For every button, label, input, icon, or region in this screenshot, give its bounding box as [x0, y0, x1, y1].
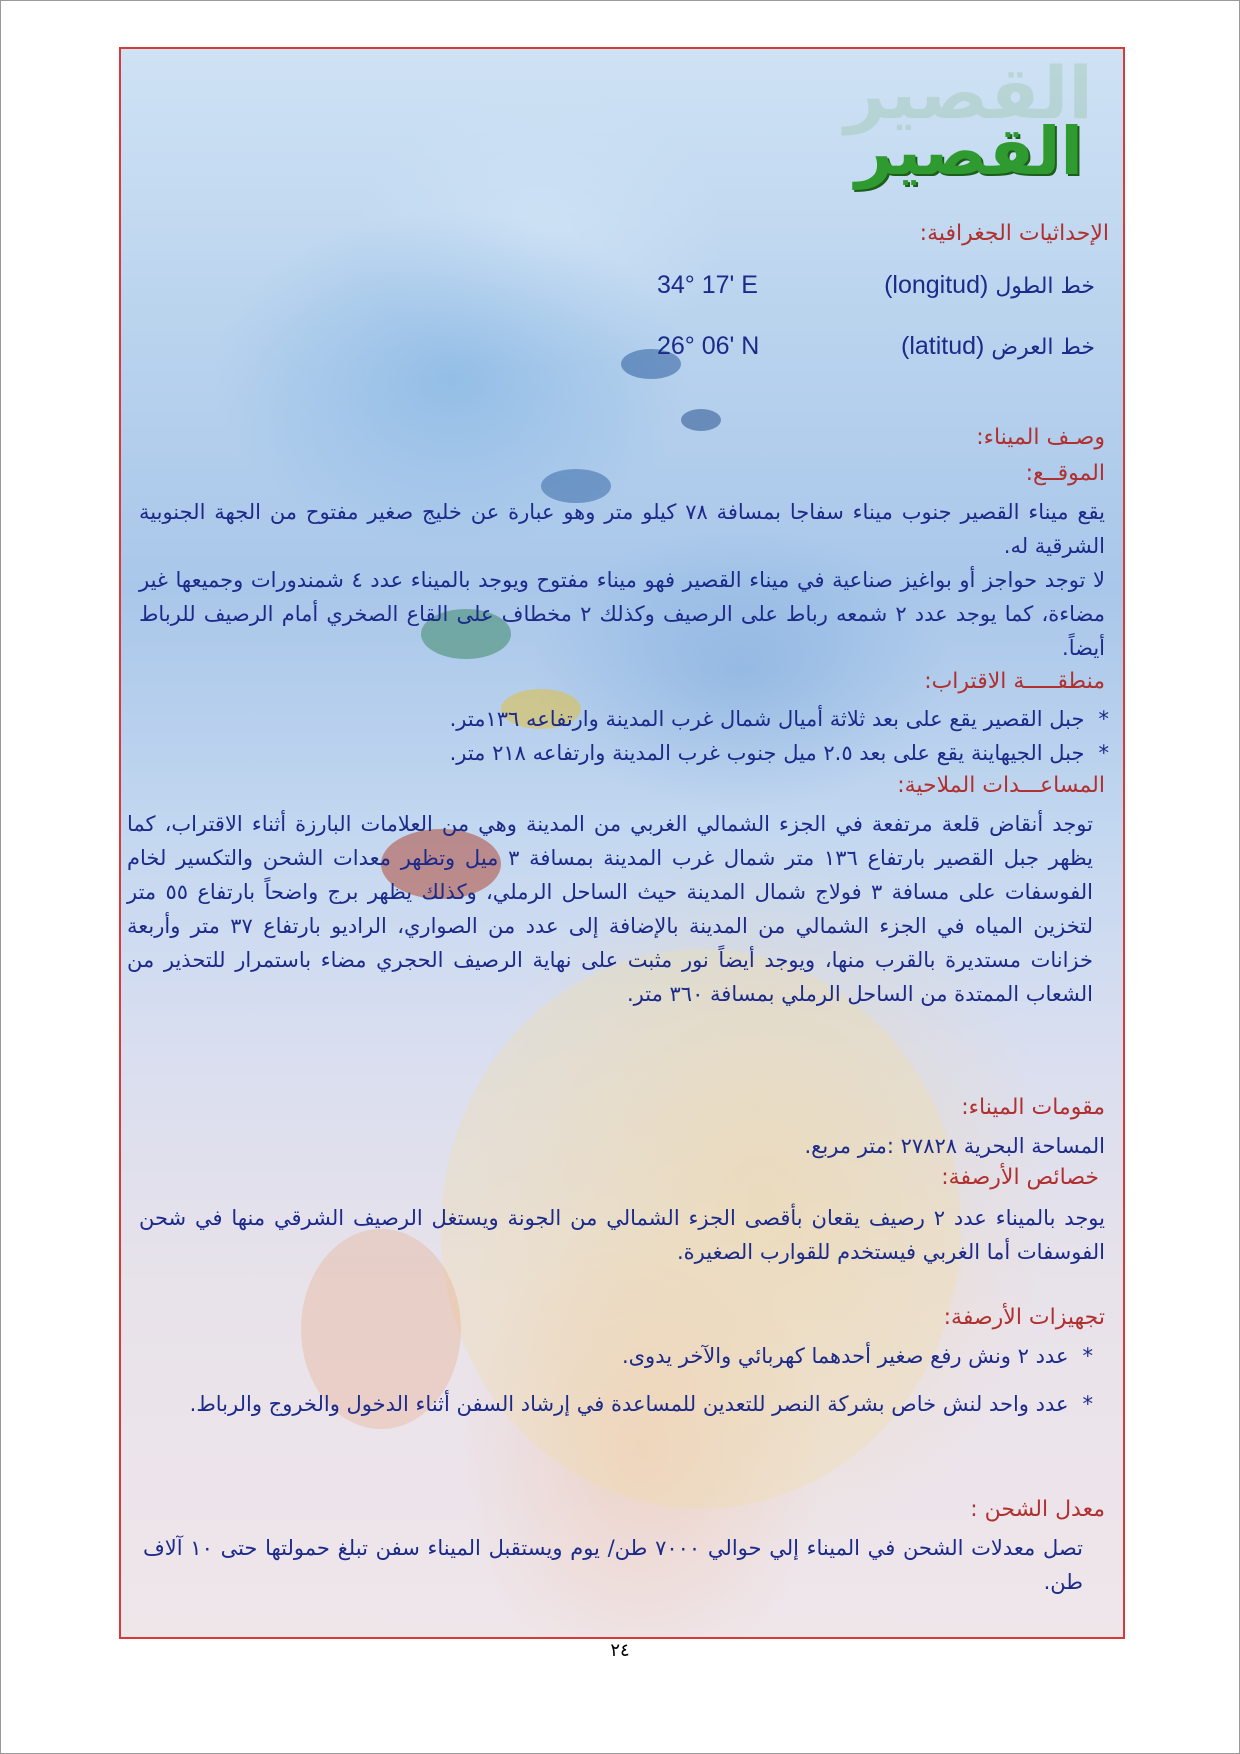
- equipment-item-2: [123, 1387, 1093, 1421]
- background-fish-shape: [681, 409, 721, 431]
- longitude-label: [884, 271, 1095, 300]
- longitude-label-latin: (longitud): [884, 271, 989, 299]
- bullet-star-icon: *: [1082, 1344, 1093, 1368]
- loading-rate-heading: معدل الشحن :: [970, 1497, 1105, 1522]
- coordinates-heading: الإحداثيات الجغرافية:: [919, 221, 1109, 246]
- approach-heading: منطقـــــة الاقتراب:: [924, 669, 1105, 694]
- location-paragraph-1: يقع ميناء القصير جنوب ميناء سفاجا بمسافة ٧٨ كيلو متر وهو عبارة عن خليج صغير مفتوح من الجهة الجنوبية الشرقية له.: [139, 500, 1105, 558]
- latitude-value: 26° 06' N: [657, 332, 760, 360]
- longitude-value: 34° 17' E: [657, 271, 758, 299]
- latitude-label-ar: خط العرض: [991, 335, 1095, 360]
- longitude-label-ar: خط الطول: [995, 274, 1095, 299]
- navigation-aids-heading: المساعـــدات الملاحية:: [897, 773, 1105, 798]
- berths-paragraph: يوجد بالميناء عدد ٢ رصيف يقعان بأقصى الجزء الشمالي من الجونة ويستغل الرصيف الشرقي منها في شحن الفوسفات أما الغربي فيستخدم للقوارب الصغيرة.: [139, 1206, 1105, 1264]
- navigation-aids-paragraph: توجد أنقاض قلعة مرتفعة في الجزء الشمالي الغربي من المدينة وهي من العلامات البارزة أثناء الاقتراب، كما يظهر جبل القصير بارتفاع ١٣٦ متر شمال غرب المدينة بمسافة ٣ ميل وتظهر معدات الشحن والتكسير لخام الفوسفات على مسافة ٣ فولاج شمال المدينة حيث الساحل الرملي، وكذلك يظهر برج واضحاً بارتفاع ٥٥ متر لتخزين المياه في الجزء الشمالي من المدينة بالإضافة إلى عدد من الصواري، الراديو بارتفاع ٣٧ متر وأربعة خزانات مستديرة بالقرب منها، ويوجد أيضاً نور مثبت على نهاية الرصيف الحجري مضاء باستمرار للتحذير من الشعاب الممتدة من الساحل الرملي بمسافة ٣٦٠ متر.: [127, 812, 1093, 1006]
- page-frame: [119, 47, 1125, 1639]
- water-area-value: ٢٧٨٢٨: [900, 1134, 958, 1158]
- port-components-heading: مقومات الميناء:: [961, 1095, 1105, 1120]
- berths-heading: خصائص الأرصفة:: [941, 1165, 1099, 1190]
- location-paragraph-2: لا توجد حواجز أو بواغيز صناعية في ميناء القصير فهو ميناء مفتوح ويوجد بالميناء عدد ٤ شمندورات وجميعها غير مضاءة، كما يوجد عدد ٢ شمعه رباط على الرصيف وكذلك ٢ مخطاف على القاع الصخري أمام الرصيف للرباط أيضاً.: [139, 568, 1105, 660]
- page-number: ٢٤: [610, 1640, 630, 1661]
- approach-item-1: [450, 702, 1109, 736]
- bullet-star-icon: *: [1098, 707, 1109, 731]
- approach-item-2: [450, 736, 1109, 770]
- loading-rate-paragraph: تصل معدلات الشحن في الميناء إلي حوالي ٧٠٠٠ طن/ يوم ويستقبل الميناء سفن تبلغ حمولتها حتى ١٠ آلاف طن.: [143, 1536, 1083, 1594]
- equipment-item-1: [622, 1339, 1093, 1373]
- latitude-label-latin: (latitud): [900, 332, 985, 360]
- logo-title: القصير: [855, 113, 1083, 190]
- equipment-item-text: عدد واحد لنش خاص بشركة النصر للتعدين للمساعدة في إرشاد السفن أثناء الدخول والخروج والرباط.: [189, 1392, 1069, 1416]
- equipment-item-text: عدد ٢ ونش رفع صغير أحدهما كهربائي والآخر يدوى.: [621, 1344, 1069, 1368]
- water-area-line: [805, 1129, 1106, 1163]
- location-heading: الموقــع:: [1025, 461, 1105, 486]
- bullet-star-icon: *: [1098, 741, 1109, 765]
- approach-item-text: جبل الجيهاينة يقع على بعد ٢.٥ ميل جنوب غرب المدينة وارتفاعه ٢١٨ متر.: [449, 741, 1085, 765]
- port-description-heading: وصـف الميناء:: [976, 425, 1105, 450]
- berth-equipment-heading: تجهيزات الأرصفة:: [943, 1305, 1105, 1330]
- latitude-label: [901, 332, 1095, 361]
- water-area-label: المساحة البحرية: [963, 1134, 1105, 1158]
- approach-item-text: جبل القصير يقع على بعد ثلاثة أميال شمال غرب المدينة وارتفاعه ١٣٦متر.: [449, 707, 1085, 731]
- bullet-star-icon: *: [1082, 1392, 1093, 1416]
- logo-ghost-text: القصير: [844, 51, 1093, 135]
- water-area-unit: :متر مربع.: [804, 1134, 894, 1158]
